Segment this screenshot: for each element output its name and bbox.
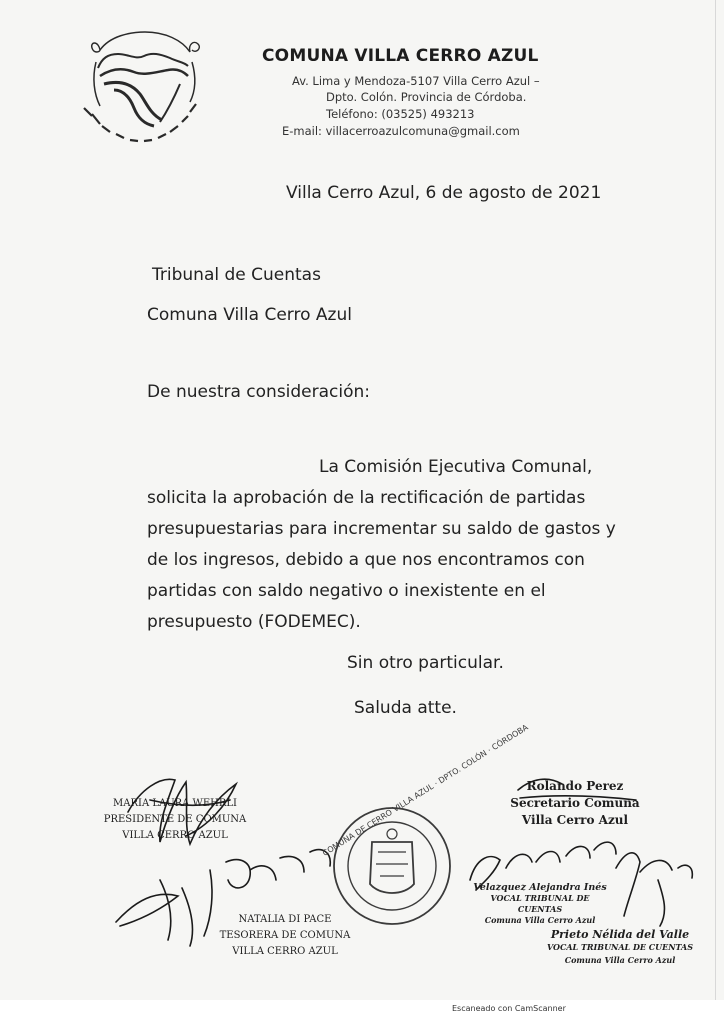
signer-role: PRESIDENTE DE COMUNA <box>103 814 247 825</box>
body-line: solicita la aprobación de la rectificación de partidas <box>147 488 586 508</box>
body-line: de los ingresos, debido a que nos encontramos con <box>147 550 585 570</box>
seal-text: COMUNA DE CERRO VILLA AZUL · DPTO. COLÓN · CÓRDOBA <box>320 722 530 858</box>
signature-block-vocal1 <box>470 882 610 926</box>
signer-role: VOCAL TRIBUNAL DE CUENTAS <box>490 893 590 914</box>
signature-block-vocal2 <box>540 928 700 967</box>
body-line: presupuestarias para incrementar su saldo de gastos y <box>147 519 616 539</box>
signer-place: VILLA CERRO AZUL <box>232 946 338 957</box>
signature-block-president <box>100 796 250 844</box>
letterhead-email: E-mail: villacerroazulcomuna@gmail.com <box>282 124 520 138</box>
signature-block-treasurer <box>210 912 360 960</box>
signer-name: MARIA LAURA WEHRLI <box>113 798 237 809</box>
signer-place: Comuna Villa Cerro Azul <box>564 955 676 965</box>
letterhead-address-2: Dpto. Colón. Provincia de Córdoba. <box>326 90 527 104</box>
letterhead-address-1: Av. Lima y Mendoza-5107 Villa Cerro Azul – <box>292 74 540 88</box>
recipient-line-2: Comuna Villa Cerro Azul <box>147 305 352 325</box>
signer-place: VILLA CERRO AZUL <box>122 830 228 841</box>
comuna-seal-icon <box>334 808 450 924</box>
signer-place: Villa Cerro Azul <box>521 813 629 827</box>
signer-place: Comuna Villa Cerro Azul <box>484 915 596 925</box>
signature-vocal2-icon <box>616 853 692 926</box>
closing-line-1: Sin otro particular. <box>347 653 504 673</box>
greeting: De nuestra consideración: <box>147 382 371 402</box>
signer-role: VOCAL TRIBUNAL DE CUENTAS <box>546 942 694 952</box>
signer-name: Rolando Perez <box>526 779 624 793</box>
signer-role: TESORERA DE COMUNA <box>219 930 351 941</box>
body-line: La Comisión Ejecutiva Comunal, <box>319 457 593 477</box>
letterhead-phone: Teléfono: (03525) 493213 <box>326 107 475 121</box>
closing-line-2: Saluda atte. <box>354 698 457 718</box>
letter-date: Villa Cerro Azul, 6 de agosto de 2021 <box>286 183 602 203</box>
body-line: partidas con saldo negativo o inexistente en el <box>147 581 546 601</box>
signer-name: NATALIA DI PACE <box>238 914 332 925</box>
recipient-line-1: Tribunal de Cuentas <box>152 265 321 285</box>
letterhead-title: COMUNA VILLA CERRO AZUL <box>262 46 539 66</box>
signer-role: Secretario Comuna <box>510 796 640 810</box>
signer-name: Prieto Nélida del Valle <box>550 928 690 941</box>
signature-block-secretary <box>510 778 640 829</box>
signer-name: Velazquez Alejandra Inés <box>473 882 607 893</box>
scanner-footer: Escaneado con CamScanner <box>452 1004 566 1013</box>
body-line: presupuesto (FODEMEC). <box>147 612 361 632</box>
